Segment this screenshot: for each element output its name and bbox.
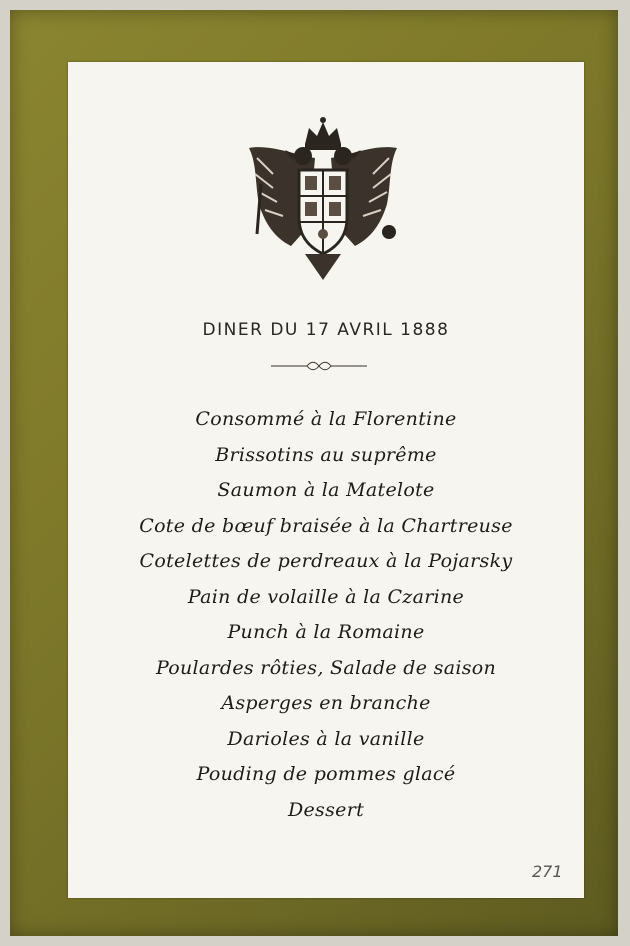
course-item: Poulardes rôties, Salade de saison [155,656,497,679]
catalog-number: 271 [532,862,563,881]
course-item: Cotelettes de perdreaux à la Pojarsky [139,550,513,572]
double-headed-eagle-crest-icon [243,114,403,284]
course-item: Darioles à la vanille [227,727,425,750]
course-item: Dessert [287,798,365,821]
flourish-divider [269,360,369,372]
course-item: Pouding de pommes glacé [196,763,456,785]
course-item: Pain de volaille à la Czarine [187,585,465,608]
card-mount [10,10,618,936]
menu-card [68,62,584,898]
course-item: Brissotins au suprême [215,443,437,466]
course-item: Saumon à la Matelote [217,479,435,501]
course-list [68,402,584,828]
course-item: Punch à la Romaine [227,621,425,643]
course-item: Asperges en branche [221,692,431,714]
course-item: Cote de bœuf braisée à la Chartreuse [139,514,513,537]
course-item: Consommé à la Florentine [195,408,457,430]
menu-title: DINER DU 17 AVRIL 1888 [202,320,450,340]
